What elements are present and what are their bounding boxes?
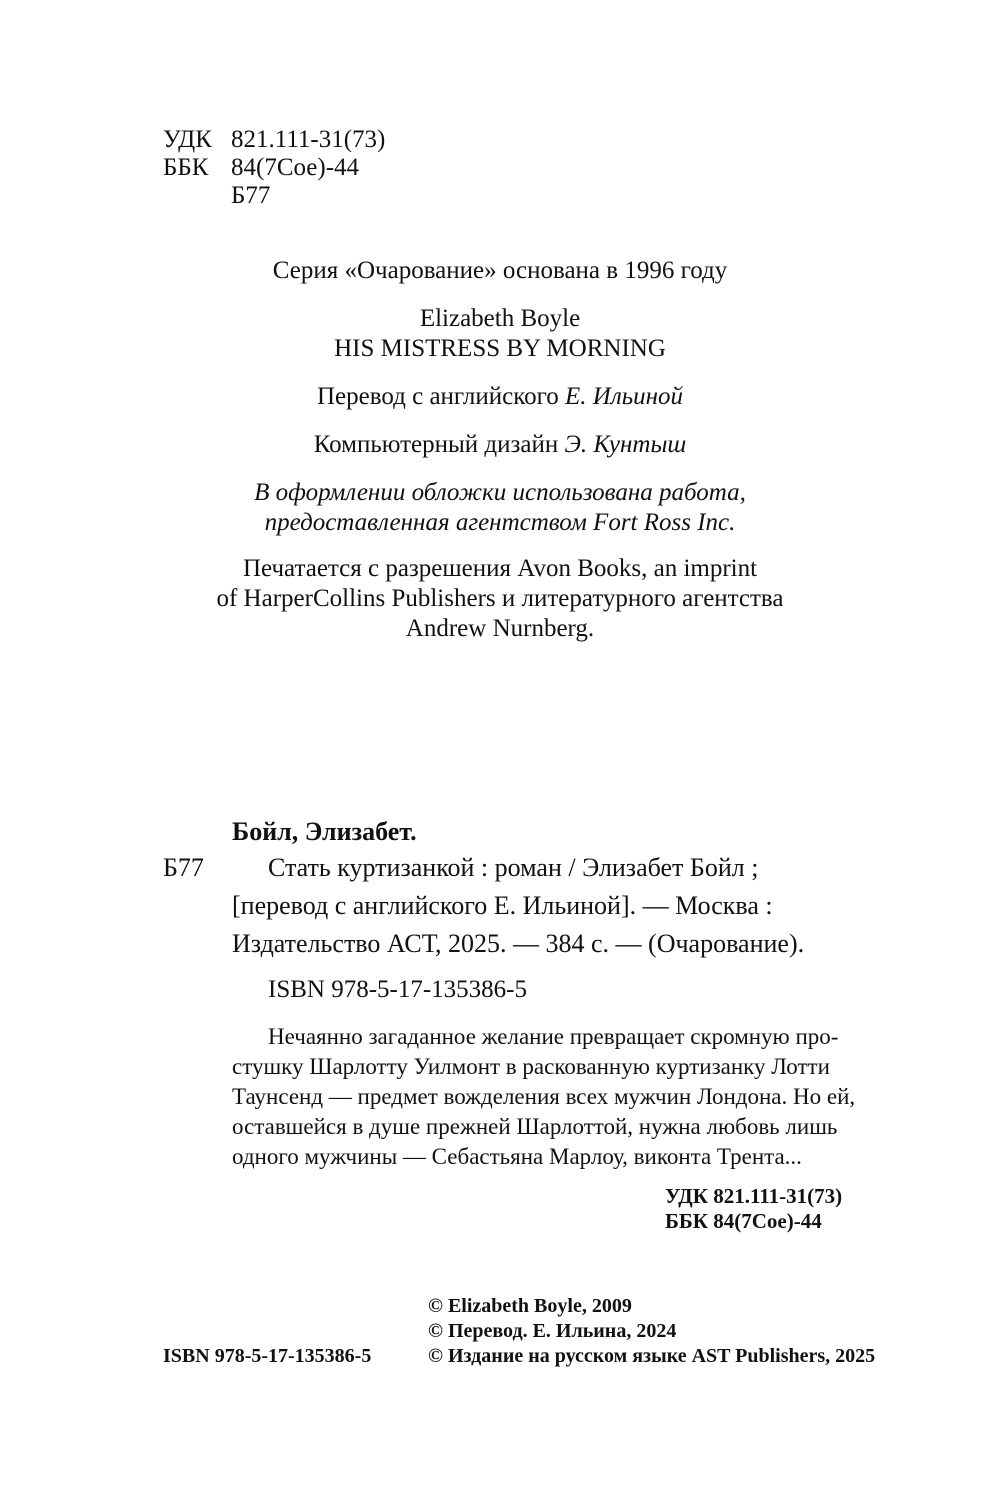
author-mark: Б77 (231, 182, 271, 209)
translation-line (0, 382, 1000, 412)
annotation-line3: Таунсенд — предмет вожделения всех мужчин Лондона. Но ей, (232, 1084, 856, 1109)
bottom-bbk: ББК 84(7Сое)-44 (665, 1209, 822, 1233)
design-label: Компьютерный дизайн (313, 431, 559, 458)
copyright-isbn: ISBN 978-5-17-135386-5 (163, 1345, 372, 1367)
bbk-row (163, 154, 359, 182)
permission-line2: of HarperCollins Publishers и литературного агентства (216, 585, 784, 612)
design-line (0, 430, 1000, 460)
author-mark-row (163, 182, 270, 210)
translation-label: Перевод с английского (316, 383, 559, 410)
cover-note-line2: предоставленная агентством Fort Ross Inc. (264, 509, 736, 536)
translator-name: Е. Ильиной (565, 383, 684, 410)
original-title: HIS MISTRESS BY MORNING (334, 335, 666, 362)
bib-line3: Издательство АСТ, 2025. — 384 с. — (Очарование). (232, 929, 805, 958)
designer-name: Э. Кунтыш (564, 431, 687, 458)
bib-line1: Стать куртизанкой : роман / Элизабет Бойл ; (268, 853, 759, 882)
original-author: Elizabeth Boyle (419, 305, 581, 332)
udk-row (163, 126, 385, 154)
annotation-line5: одного мужчины — Себастьяна Марлоу, виконта Трента... (232, 1144, 802, 1169)
copyright-line2: © Перевод. Е. Ильина, 2024 (428, 1320, 677, 1342)
copyright-line1: © Elizabeth Boyle, 2009 (428, 1295, 632, 1317)
udk-value: 821.111-31(73) (231, 126, 386, 153)
annotation-line2: стушку Шарлотту Уилмонт в раскованную куртизанку Лотти (232, 1054, 830, 1079)
annotation-line4: оставшейся в душе прежней Шарлоттой, нужна любовь лишь (232, 1114, 838, 1139)
bbk-value: 84(7Сое)-44 (231, 154, 360, 181)
bbk-label: ББК (163, 154, 209, 181)
series-line: Серия «Очарование» основана в 1996 году (272, 257, 728, 284)
permission-line1: Печатается с разрешения Avon Books, an imprint (242, 555, 758, 582)
permission-line3: Andrew Nurnberg. (405, 615, 595, 642)
bib-isbn: ISBN 978-5-17-135386-5 (268, 976, 528, 1003)
bib-author-heading: Бойл, Элизабет. (232, 817, 417, 846)
bib-mark: Б77 (163, 853, 204, 882)
copyright-line3: © Издание на русском языке AST Publishers, 2025 (428, 1345, 876, 1367)
udk-label: УДК (163, 126, 212, 153)
bottom-udk: УДК 821.111-31(73) (665, 1184, 843, 1208)
bib-line2: [перевод с английского Е. Ильиной]. — Москва : (232, 891, 773, 920)
cover-note-line1: В оформлении обложки использована работа, (254, 479, 746, 506)
annotation-line1: Нечаянно загаданное желание превращает скромную про- (268, 1024, 839, 1049)
